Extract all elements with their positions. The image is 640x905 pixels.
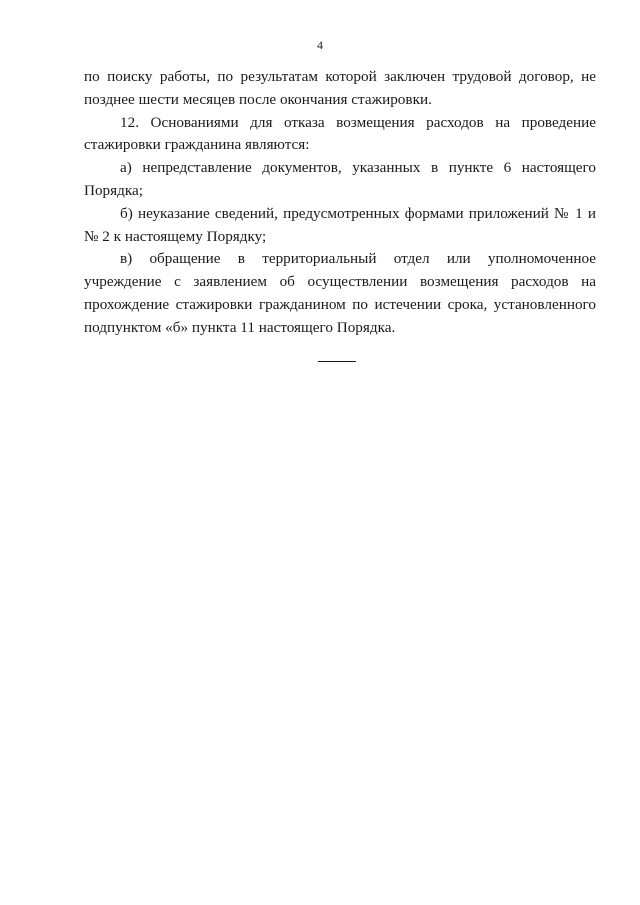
- paragraph-subitem-a: а) непредставление документов, указанных в пункте 6 настоящего Порядка;: [84, 159, 596, 199]
- paragraph-continuation: по поиску работы, по результатам которой заключен трудовой договор, не позднее шести месяцев после окончания стажировки.: [84, 68, 596, 108]
- paragraph-subitem-b: б) неуказание сведений, предусмотренных формами приложений № 1 и № 2 к настоящему Порядку;: [84, 204, 596, 245]
- paragraph-item-12: 12. Основаниями для отказа возмещения расходов на проведение стажировки гражданина являются:: [84, 113, 596, 154]
- end-of-document-rule: [318, 361, 356, 362]
- document-body: [84, 66, 596, 340]
- paragraph-subitem-v: в) обращение в территориальный отдел или уполномоченное учреждение с заявлением об осуществлении возмещения расходов на прохождение стажировки гражданином по истечении срока, установленного подпунктом «б» пункта 11 настоящего Порядка.: [84, 250, 596, 336]
- page-number: 4: [317, 38, 323, 52]
